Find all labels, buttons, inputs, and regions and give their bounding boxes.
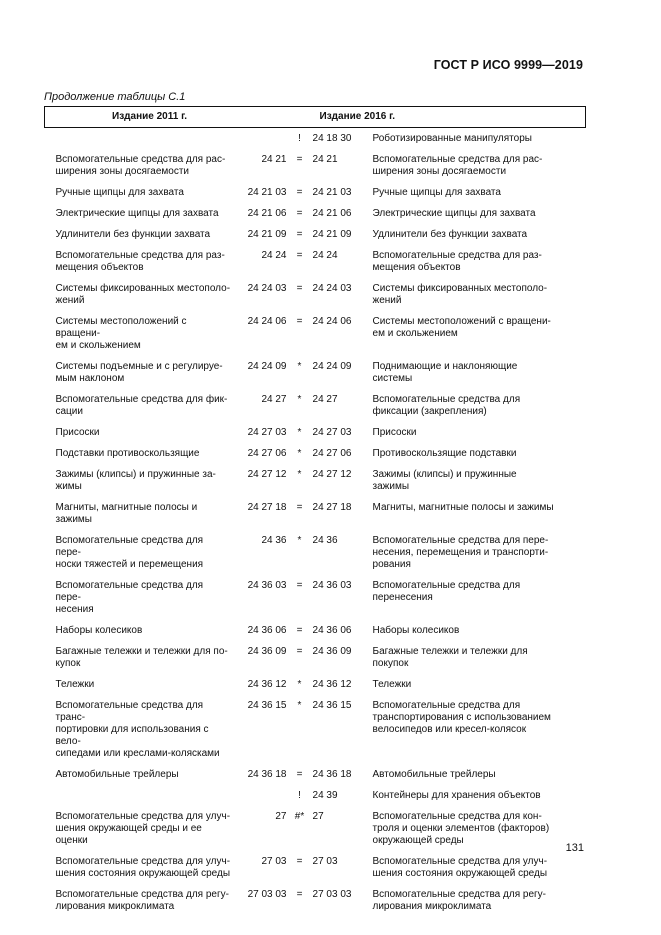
- new-item-code: 24 18 30: [312, 133, 352, 144]
- old-item-name: Багажные тележки и тележки для по- купок: [55, 646, 228, 669]
- old-item-name: Вспомогательные средства для рас- ширения зоны досягаемости: [55, 154, 226, 177]
- old-item-code: 27: [275, 811, 287, 822]
- relation-symbol: =: [296, 646, 303, 657]
- relation-symbol: =: [296, 283, 303, 294]
- old-item-name: [45, 790, 239, 811]
- new-item-name: Вспомогательные средства для пере- несения, перемещения и транспорти- рования: [372, 535, 549, 570]
- table-row: [45, 154, 586, 187]
- old-item-name: [45, 128, 239, 155]
- new-item-name: Контейнеры для хранения объектов: [372, 790, 541, 801]
- relation-symbol: *: [297, 535, 302, 546]
- relation-symbol: !: [298, 133, 301, 144]
- old-item-code: 24 27 18: [247, 502, 287, 513]
- relation-symbol: *: [297, 361, 302, 372]
- relation-symbol: =: [296, 856, 303, 867]
- table-row: [45, 316, 586, 361]
- new-item-code: 24 27 12: [312, 469, 352, 480]
- old-item-code: [239, 790, 291, 811]
- table-row: [45, 208, 586, 229]
- table-row: [45, 679, 586, 700]
- table-row: [45, 700, 586, 769]
- old-item-name: Тележки: [55, 679, 95, 690]
- new-item-code: 24 36 15: [312, 700, 352, 711]
- table-body: [45, 128, 586, 923]
- old-item-code: 24 27 06: [247, 448, 287, 459]
- relation-symbol: =: [296, 250, 303, 261]
- old-item-name: Наборы колесиков: [55, 625, 143, 636]
- relation-symbol: *: [297, 394, 302, 405]
- table-row: [45, 502, 586, 535]
- old-item-name: Автомобильные трейлеры: [55, 769, 179, 780]
- new-item-code: 24 21 03: [312, 187, 352, 198]
- table-header-row: [45, 107, 586, 128]
- table-row: [45, 580, 586, 625]
- table-row: [45, 394, 586, 427]
- relation-symbol: =: [296, 769, 303, 780]
- new-item-name: Наборы колесиков: [372, 625, 460, 636]
- relation-symbol: =: [296, 154, 303, 165]
- old-item-name: Вспомогательные средства для улуч- шения состояния окружающей среды: [55, 856, 231, 879]
- table-row: [45, 856, 586, 889]
- new-item-code: 24 36 18: [312, 769, 352, 780]
- old-item-code: 24 36 06: [247, 625, 287, 636]
- old-item-name: Удлинители без функции захвата: [55, 229, 211, 240]
- old-item-code: 24 27 03: [247, 427, 287, 438]
- new-item-code: 27 03: [312, 856, 338, 867]
- table-row: [45, 448, 586, 469]
- old-item-name: Системы местоположений с вращени- ем и скольжением: [55, 316, 187, 351]
- old-item-name: Вспомогательные средства для улуч- шения окружающей среды и ее оценки: [55, 811, 231, 846]
- relation-symbol: =: [296, 208, 303, 219]
- relation-symbol: #*: [294, 811, 305, 822]
- relation-symbol: *: [297, 700, 302, 711]
- old-item-code: 24 27 12: [247, 469, 287, 480]
- old-item-name: Вспомогательные средства для пере- носки тяжестей и перемещения: [55, 535, 204, 570]
- new-item-name: Вспомогательные средства для раз- мещения объектов: [372, 250, 542, 273]
- table-row: [45, 250, 586, 283]
- old-item-name: Системы фиксированных местополо- жений: [55, 283, 231, 306]
- relation-symbol: *: [297, 679, 302, 690]
- old-item-code: 24 24 06: [247, 316, 287, 327]
- old-item-code: 27 03 03: [247, 889, 287, 900]
- relation-symbol: =: [296, 316, 303, 327]
- new-item-name: Поднимающие и наклоняющие системы: [372, 361, 518, 384]
- new-item-name: Вспомогательные средства для перенесения: [372, 580, 521, 603]
- old-item-code: 24 27: [261, 394, 287, 405]
- old-item-name: Магниты, магнитные полосы и зажимы: [55, 502, 198, 525]
- new-item-name: Системы местоположений с вращени- ем и скольжением: [372, 316, 551, 339]
- old-item-name: Вспомогательные средства для фик- сации: [55, 394, 228, 417]
- new-item-code: 24 27 03: [312, 427, 352, 438]
- relation-symbol: =: [296, 187, 303, 198]
- document-code: ГОСТ Р ИСО 9999—2019: [433, 58, 583, 72]
- old-item-code: 24 36: [261, 535, 287, 546]
- new-item-code: 24 36 12: [312, 679, 352, 690]
- table-row: [45, 361, 586, 394]
- new-item-name: Противоскользящие подставки: [372, 448, 517, 459]
- new-item-code: 24 24: [312, 250, 338, 261]
- old-item-code: 24 24 03: [247, 283, 287, 294]
- table-caption: Продолжение таблицы С.1: [44, 91, 186, 103]
- correspondence-table: [44, 106, 586, 922]
- new-item-name: Системы фиксированных местополо- жений: [372, 283, 548, 306]
- new-item-name: Роботизированные манипуляторы: [372, 133, 532, 144]
- new-item-name: Удлинители без функции захвата: [372, 229, 528, 240]
- old-item-name: Вспомогательные средства для раз- мещения объектов: [55, 250, 225, 273]
- table-row: [45, 229, 586, 250]
- relation-symbol: =: [296, 229, 303, 240]
- new-item-code: 24 24 06: [312, 316, 352, 327]
- table-row: [45, 889, 586, 922]
- relation-symbol: =: [296, 580, 303, 591]
- new-item-name: Вспомогательные средства для регу- лирования микроклимата: [372, 889, 546, 912]
- old-item-code: 24 21 09: [247, 229, 287, 240]
- new-item-code: 24 36 06: [312, 625, 352, 636]
- new-item-name: Вспомогательные средства для кон- троля и оценки элементов (факторов) окружающей среды: [372, 811, 550, 846]
- relation-symbol: *: [297, 427, 302, 438]
- old-item-name: Системы подъемные и с регулируе- мым наклоном: [55, 361, 223, 384]
- table-row: [45, 427, 586, 448]
- new-item-code: 24 36 09: [312, 646, 352, 657]
- old-item-name: Подставки противоскользящие: [55, 448, 200, 459]
- new-item-name: Магниты, магнитные полосы и зажимы: [372, 502, 554, 513]
- old-item-name: Вспомогательные средства для регу- лирования микроклимата: [55, 889, 229, 912]
- old-item-code: 24 36 09: [247, 646, 287, 657]
- relation-symbol: *: [297, 469, 302, 480]
- old-item-name: Вспомогательные средства для транс- портировки для использования с вело- сипедами или креслами-колясками: [55, 700, 220, 759]
- relation-symbol: !: [298, 790, 301, 801]
- new-item-code: 24 21 06: [312, 208, 352, 219]
- new-item-code: 24 21: [312, 154, 338, 165]
- new-item-code: 24 24 03: [312, 283, 352, 294]
- new-item-name: Вспомогательные средства для рас- ширения зоны досягаемости: [372, 154, 543, 177]
- old-item-name: Вспомогательные средства для пере- несения: [55, 580, 204, 615]
- old-item-code: 27 03: [261, 856, 287, 867]
- old-item-name: Ручные щипцы для захвата: [55, 187, 184, 198]
- new-item-name: Багажные тележки и тележки для покупок: [372, 646, 528, 669]
- new-item-code: 24 27: [312, 394, 338, 405]
- page-number: 131: [565, 842, 584, 854]
- old-item-code: 24 36 18: [247, 769, 287, 780]
- new-item-name: Тележки: [372, 679, 412, 690]
- old-item-code: 24 24: [261, 250, 287, 261]
- old-item-name: Зажимы (клипсы) и пружинные за- жимы: [55, 469, 216, 492]
- new-item-name: Вспомогательные средства для улуч- шения состояния окружающей среды: [372, 856, 548, 879]
- new-item-name: Электрические щипцы для захвата: [372, 208, 536, 219]
- new-item-code: 24 36 03: [312, 580, 352, 591]
- old-item-code: 24 24 09: [247, 361, 287, 372]
- new-item-code: 27: [312, 811, 324, 822]
- table-row: [45, 625, 586, 646]
- new-item-name: Присоски: [372, 427, 417, 438]
- new-item-code: 24 27 18: [312, 502, 352, 513]
- new-item-code: 24 27 06: [312, 448, 352, 459]
- new-item-name: Вспомогательные средства для транспортирования с использованием велосипедов или кресел-колясок: [372, 700, 551, 735]
- old-item-code: 24 36 12: [247, 679, 287, 690]
- table-row: [45, 646, 586, 679]
- new-item-code: 24 24 09: [312, 361, 352, 372]
- relation-symbol: =: [296, 502, 303, 513]
- new-item-code: 24 21 09: [312, 229, 352, 240]
- table-row: [45, 187, 586, 208]
- new-item-code: 24 39: [312, 790, 338, 801]
- new-item-name: Зажимы (клипсы) и пружинные зажимы: [372, 469, 517, 492]
- old-item-code: 24 21 06: [247, 208, 287, 219]
- table-row: [45, 790, 586, 811]
- old-item-code: 24 36 15: [247, 700, 287, 711]
- table-row: [45, 283, 586, 316]
- new-item-name: Вспомогательные средства для фиксации (закрепления): [372, 394, 521, 417]
- relation-symbol: *: [297, 448, 302, 459]
- old-item-code: 24 36 03: [247, 580, 287, 591]
- relation-symbol: =: [296, 625, 303, 636]
- table-row: [45, 128, 586, 155]
- old-item-code: 24 21: [261, 154, 287, 165]
- new-item-code: 24 36: [312, 535, 338, 546]
- old-item-code: [239, 128, 291, 155]
- header-edition-2016: Издание 2016 г.: [309, 107, 586, 128]
- new-item-name: Автомобильные трейлеры: [372, 769, 496, 780]
- table-row: [45, 769, 586, 790]
- new-item-code: 27 03 03: [312, 889, 352, 900]
- old-item-name: Электрические щипцы для захвата: [55, 208, 219, 219]
- table-row: [45, 535, 586, 580]
- old-item-name: Присоски: [55, 427, 100, 438]
- header-edition-2011: Издание 2011 г.: [45, 107, 309, 128]
- table-row: [45, 469, 586, 502]
- table-row: [45, 811, 586, 856]
- new-item-name: Ручные щипцы для захвата: [372, 187, 501, 198]
- relation-symbol: =: [296, 889, 303, 900]
- old-item-code: 24 21 03: [247, 187, 287, 198]
